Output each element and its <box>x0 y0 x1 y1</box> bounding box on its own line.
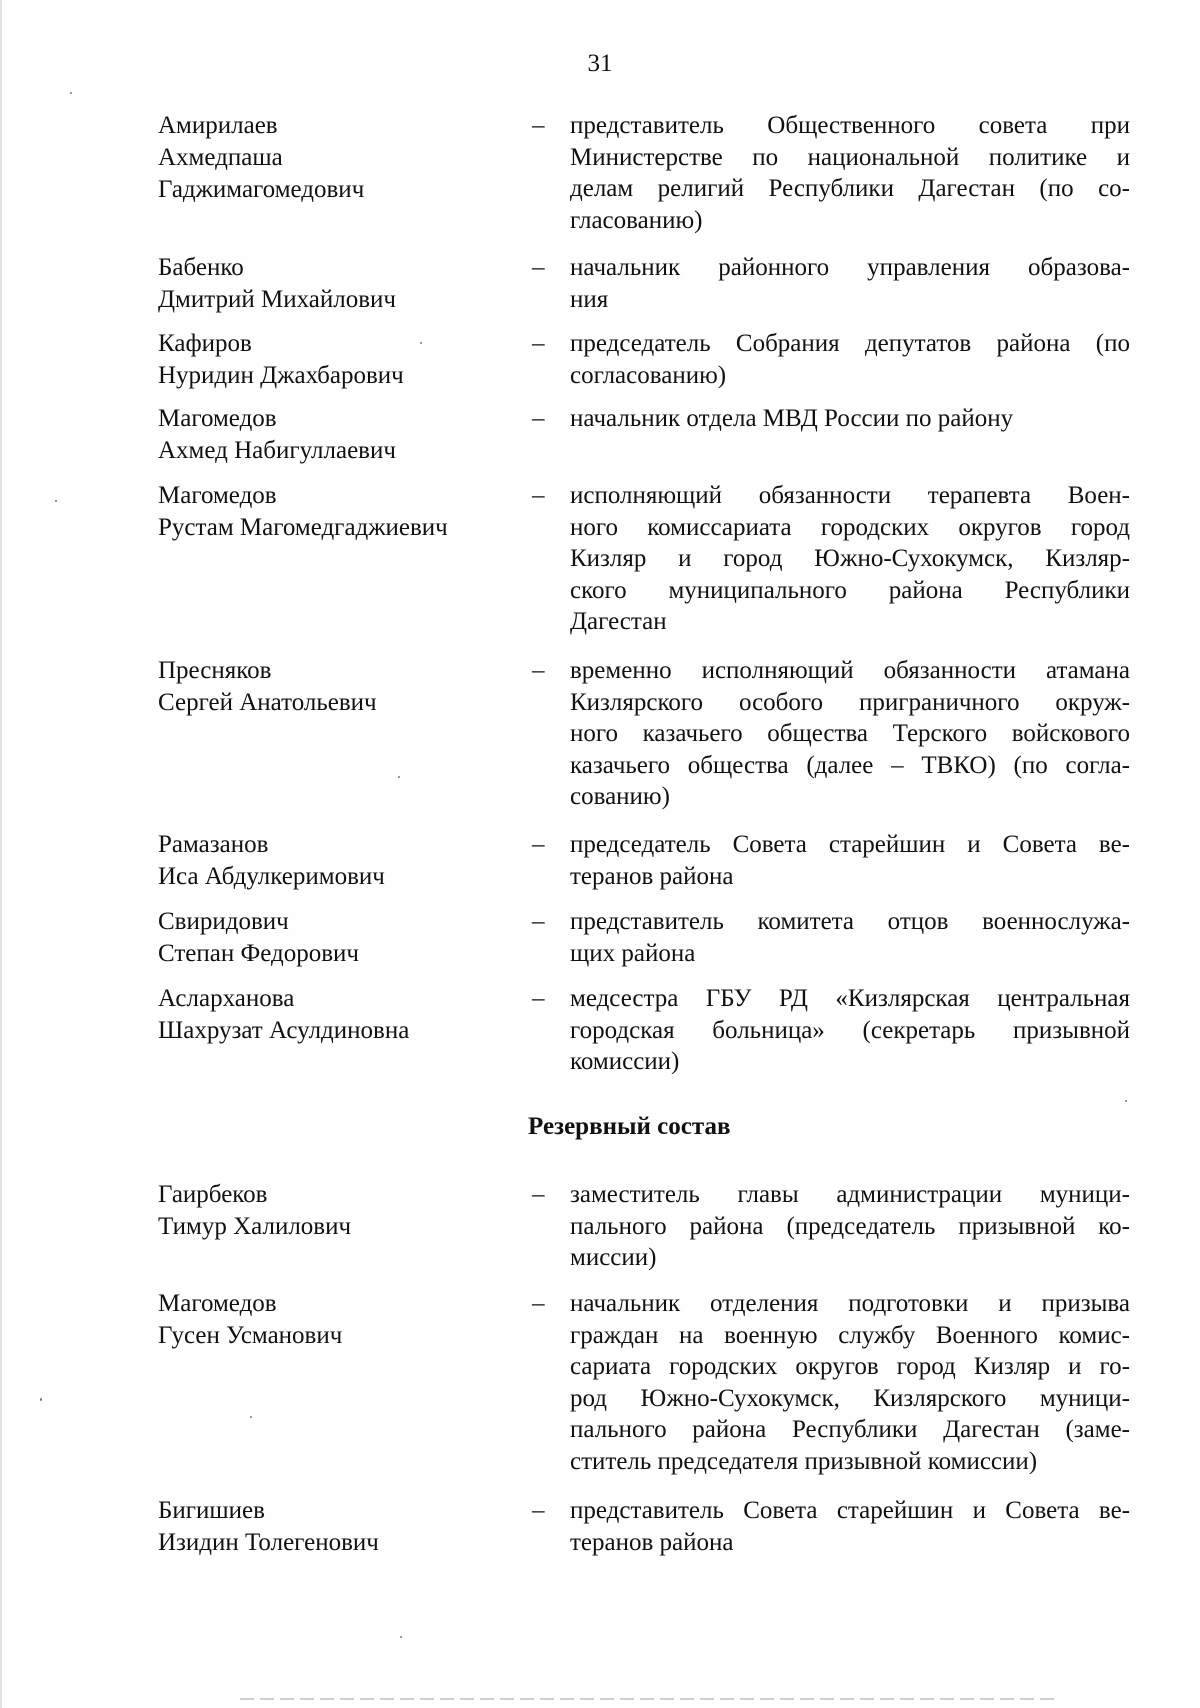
member-role <box>570 328 1130 391</box>
reserve-section-heading: Резервный состав <box>528 1113 731 1140</box>
member-name-line: Шахрузат Асулдиновна <box>158 1017 410 1044</box>
member-name-line: Рамазанов <box>158 831 269 858</box>
member-role-line: ния <box>570 285 609 313</box>
member-role-line: ститель председателя призывной комиссии) <box>570 1447 1038 1475</box>
member-name-line: Бигишиев <box>158 1497 265 1524</box>
member-name <box>158 829 518 893</box>
role-dash: – <box>532 657 545 684</box>
member-role <box>570 1288 1130 1477</box>
member-role-line: начальник отдела МВД России по району <box>570 405 1014 432</box>
member-role-line: представитель Совета старейшин и Совета ве- <box>570 1497 1130 1524</box>
member-name-line: Изидин Толегенович <box>158 1529 379 1556</box>
member-name <box>158 480 518 544</box>
role-dash: – <box>532 1290 545 1317</box>
member-name-line: Ахмед Набигуллаевич <box>158 437 396 464</box>
member-role <box>570 983 1130 1078</box>
member-role-line: временно исполняющий обязанности атамана <box>570 657 1130 684</box>
scan-speck <box>250 1416 252 1418</box>
member-name-line: Степан Федорович <box>158 940 359 967</box>
member-role-line: род Южно-Сухокумск, Кизлярского муници- <box>570 1384 1130 1412</box>
member-name-line: Ахмедпаша <box>158 144 283 171</box>
scan-speck <box>400 1636 402 1638</box>
member-role-line: председатель Совета старейшин и Совета ве- <box>570 831 1130 858</box>
role-dash: – <box>532 985 545 1012</box>
member-role-line: ного комиссариата городских округов город <box>570 513 1130 541</box>
scan-speck <box>1125 1100 1127 1102</box>
member-role-line: ного казачьего общества Терского войскового <box>570 720 1130 747</box>
member-name-line: Сергей Анатольевич <box>158 689 377 716</box>
member-name-line: Тимур Халилович <box>158 1213 352 1240</box>
member-role-line: председатель Собрания депутатов района (по <box>570 330 1130 357</box>
member-name-line: Магомедов <box>158 1290 277 1317</box>
member-role-line: гласованию) <box>570 206 703 234</box>
member-name <box>158 252 518 316</box>
member-name <box>158 1179 518 1243</box>
member-name <box>158 328 518 392</box>
member-role-line: медсестра ГБУ РД «Кизлярская центральная <box>570 985 1130 1012</box>
member-role-line: теранов района <box>570 1528 734 1556</box>
member-name-line: Гусен Усманович <box>158 1322 343 1349</box>
member-role-line: делам религий Республики Дагестан (по со- <box>570 175 1130 202</box>
member-name-line: Дмитрий Михайлович <box>158 286 396 313</box>
member-role-line: начальник отделения подготовки и призыва <box>570 1290 1130 1317</box>
role-dash: – <box>532 482 545 509</box>
member-role-line: пального района (председатель призывной ко- <box>570 1212 1130 1240</box>
member-role <box>570 480 1130 638</box>
member-name-line: Магомедов <box>158 482 277 509</box>
member-name-line: Гаджимагомедович <box>158 176 365 203</box>
member-role-line: миссии) <box>570 1244 657 1271</box>
member-role <box>570 252 1130 315</box>
member-name <box>158 906 518 970</box>
scan-speck <box>40 1398 42 1401</box>
scan-bottom-artifact <box>240 1698 1060 1700</box>
member-name <box>158 403 518 467</box>
scan-speck <box>420 342 422 344</box>
member-role-line: пального района Республики Дагестан (заме- <box>570 1416 1130 1443</box>
member-role-line: согласованию) <box>570 361 727 389</box>
member-role-line: щих района <box>570 939 696 967</box>
member-role-line: представитель комитета отцов военнослужа- <box>570 908 1130 935</box>
member-role <box>570 403 1130 435</box>
scan-speck <box>70 92 72 94</box>
member-role <box>570 1495 1130 1558</box>
member-role-line: исполняющий обязанности терапевта Воен- <box>570 482 1130 509</box>
member-name-line: Кафиров <box>158 330 252 357</box>
role-dash: – <box>532 405 545 432</box>
member-role <box>570 110 1130 236</box>
member-role-line: представитель Общественного совета при <box>570 112 1130 139</box>
member-role-line: Дагестан <box>570 608 667 635</box>
member-name-line: Бабенко <box>158 254 244 281</box>
scan-edge-line <box>0 0 2 1708</box>
role-dash: – <box>532 1181 545 1208</box>
member-role <box>570 829 1130 892</box>
member-name-line: Гаирбеков <box>158 1181 268 1208</box>
member-role-line: сариата городских округов город Кизляр и го- <box>570 1353 1130 1380</box>
member-name <box>158 1288 518 1352</box>
member-name <box>158 655 518 719</box>
page-number: 31 <box>587 50 613 77</box>
member-role-line: ского муниципального района Республики <box>570 576 1130 604</box>
member-name <box>158 983 518 1047</box>
member-name-line: Свиридович <box>158 908 289 935</box>
member-role-line: Кизлярского особого приграничного окруж- <box>570 688 1130 716</box>
role-dash: – <box>532 254 545 281</box>
member-role-line: начальник районного управления образова- <box>570 254 1130 281</box>
member-role-line: комиссии) <box>570 1048 680 1075</box>
member-role <box>570 906 1130 969</box>
member-role-line: Кизляр и город Южно-Сухокумск, Кизляр- <box>570 545 1130 572</box>
role-dash: – <box>532 330 545 357</box>
member-role-line: граждан на военную службу Военного комис- <box>570 1321 1130 1349</box>
member-role-line: теранов района <box>570 862 734 890</box>
member-name-line: Пресняков <box>158 657 272 684</box>
member-role-line: казачьего общества (далее – ТВКО) (по согла- <box>570 751 1130 779</box>
scan-speck <box>55 500 57 502</box>
role-dash: – <box>532 112 545 139</box>
member-name-line: Рустам Магомедгаджиевич <box>158 514 448 541</box>
member-name-line: Нуридин Джахбарович <box>158 362 404 389</box>
member-name <box>158 1495 518 1559</box>
member-name <box>158 110 518 206</box>
member-role-line: Министерстве по национальной политике и <box>570 143 1130 171</box>
member-role <box>570 655 1130 813</box>
member-name-line: Магомедов <box>158 405 277 432</box>
member-role-line: заместитель главы администрации муници- <box>570 1181 1130 1208</box>
role-dash: – <box>532 831 545 858</box>
member-role-line: городская больница» (секретарь призывной <box>570 1016 1130 1044</box>
member-name-line: Амирилаев <box>158 112 278 139</box>
role-dash: – <box>532 1497 545 1524</box>
scan-speck <box>398 776 400 778</box>
role-dash: – <box>532 908 545 935</box>
member-name-line: Иса Абдулкеримович <box>158 863 385 890</box>
member-role-line: сованию) <box>570 783 670 810</box>
member-role <box>570 1179 1130 1274</box>
member-name-line: Асларханова <box>158 985 295 1012</box>
